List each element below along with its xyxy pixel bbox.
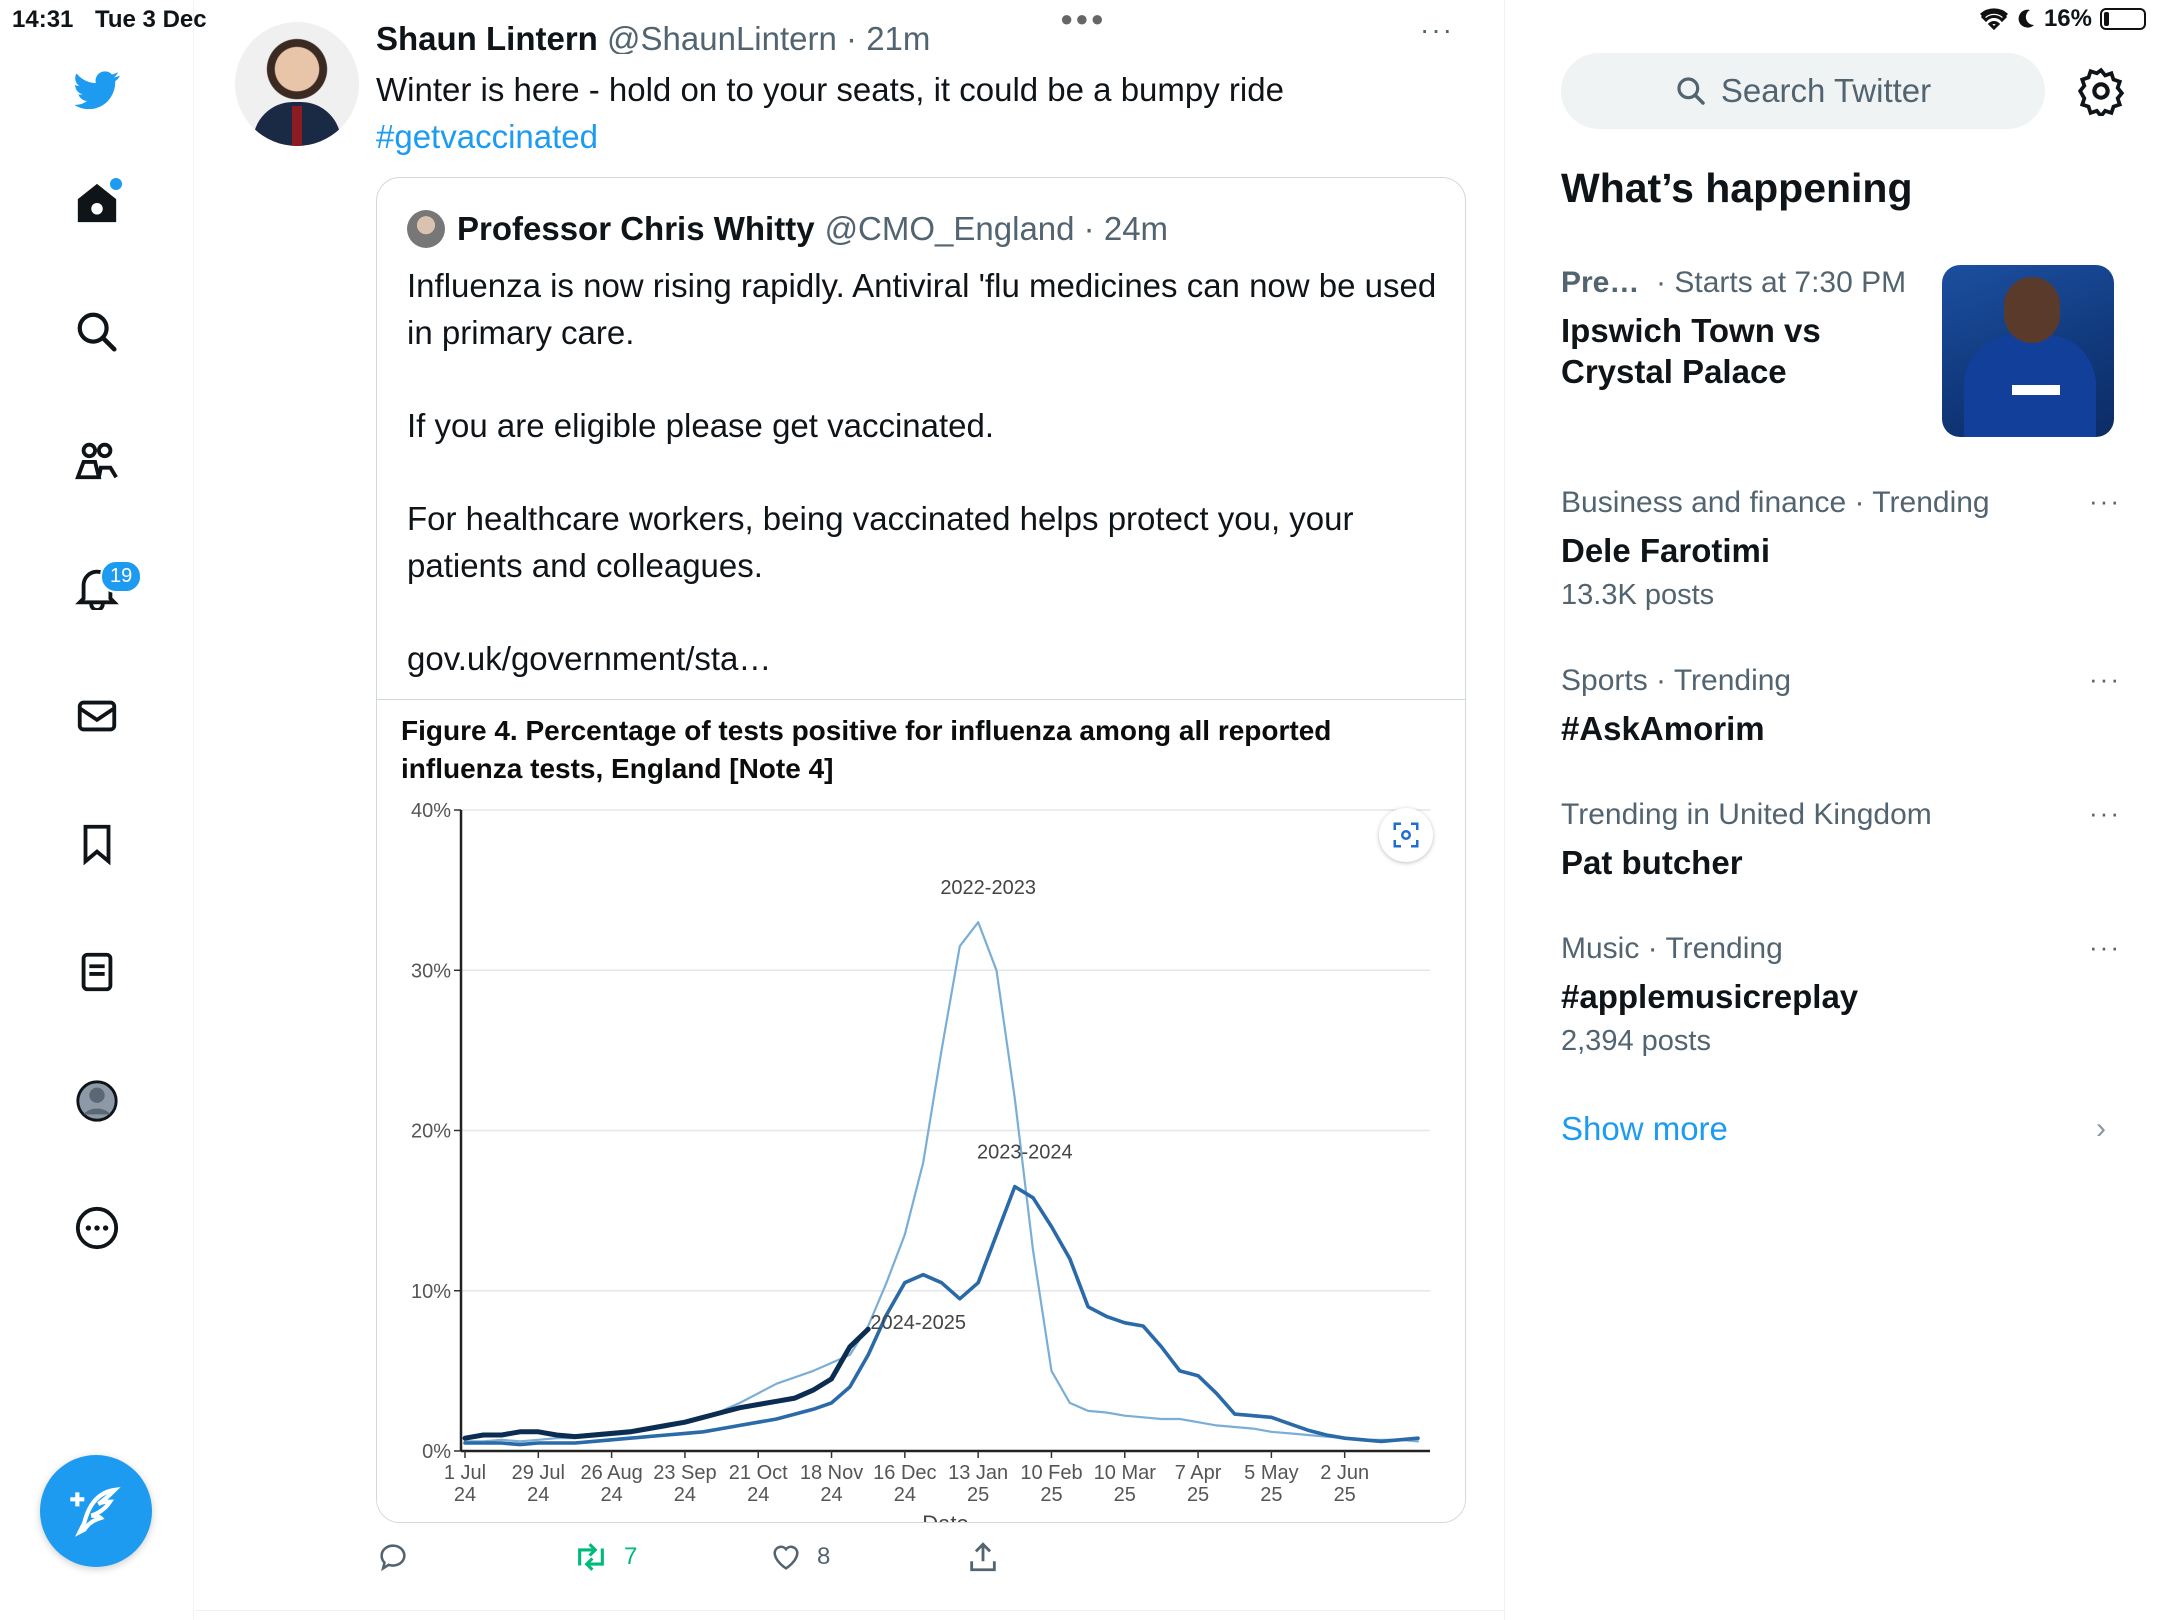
x-tick-label: 26 Aug xyxy=(580,1462,643,1484)
x-tick-label: 25 xyxy=(1186,1484,1210,1506)
status-date: Tue 3 Dec xyxy=(95,6,207,33)
x-tick-label: 5 May xyxy=(1244,1462,1299,1484)
left-nav xyxy=(0,0,194,1620)
trend-item[interactable] xyxy=(1561,932,2121,1058)
like-button[interactable] xyxy=(769,1540,830,1574)
event-name: Ipswich Town vs Crystal Palace xyxy=(1561,312,1821,390)
x-axis-label: Date xyxy=(922,1511,969,1530)
influenza-line-chart xyxy=(377,790,1466,1530)
tweet-actions xyxy=(376,1540,1466,1580)
trend-category: Music · Trending xyxy=(1561,932,1783,965)
feather-plus-icon xyxy=(68,1483,124,1539)
quoted-tweet-card[interactable] xyxy=(376,177,1466,1530)
trend-name: #applemusicreplay xyxy=(1561,978,1859,1015)
quoted-paragraph: For healthcare workers, being vaccinated helps protect you, your patients and colleagues. xyxy=(407,500,1354,584)
retweet-button[interactable] xyxy=(572,1540,637,1574)
quoted-author-avatar xyxy=(407,210,445,248)
notifications-count-badge: 19 xyxy=(100,560,142,593)
trend-category: Trending in United Kingdom xyxy=(1561,798,1932,831)
x-tick-label: 24 xyxy=(893,1484,916,1506)
trend-name: Pat butcher xyxy=(1561,844,1743,881)
x-tick-label: 21 Oct xyxy=(728,1462,788,1484)
x-tick-label: 24 xyxy=(527,1484,550,1506)
quoted-paragraph: If you are eligible please get vaccinated. xyxy=(407,407,995,444)
chart-title: Figure 4. Percentage of tests positive for influenza among all reported influenza tests, England [Note 4] xyxy=(401,715,1332,784)
trend-more-icon[interactable]: ··· xyxy=(2089,664,2121,694)
quoted-tweet-time: 24m xyxy=(1103,210,1169,247)
y-tick-label: 0% xyxy=(422,1441,451,1463)
visual-lookup-icon[interactable] xyxy=(1379,808,1433,862)
x-tick-label: 24 xyxy=(673,1484,697,1506)
x-tick-label: 13 Jan xyxy=(948,1462,1009,1484)
search-input[interactable] xyxy=(1561,53,2045,129)
search-icon xyxy=(1675,75,1707,107)
x-tick-label: 10 Mar xyxy=(1093,1462,1156,1484)
series-label: 2024-2025 xyxy=(870,1312,967,1335)
multitasking-dots-icon[interactable]: ●●● xyxy=(1060,6,1106,31)
x-tick-label: 16 Dec xyxy=(873,1462,937,1484)
x-tick-label: 23 Sep xyxy=(653,1462,717,1484)
trend-item[interactable] xyxy=(1561,798,2121,883)
x-tick-label: 1 Jul xyxy=(443,1462,487,1484)
event-player-image[interactable] xyxy=(1942,265,2114,437)
tweet-text-body: Winter is here - hold on to your seats, it could be a bumpy ride xyxy=(376,71,1284,108)
series-line-2022-2023 xyxy=(465,922,1418,1441)
whats-happening-title: What’s happening xyxy=(1561,165,1913,211)
quoted-author-handle: @CMO_England xyxy=(824,210,1075,247)
x-tick-label: 25 xyxy=(1333,1484,1356,1506)
x-tick-label: 25 xyxy=(1260,1484,1283,1506)
chevron-right-icon[interactable]: › xyxy=(2096,1112,2106,1145)
share-icon xyxy=(966,1540,1000,1574)
x-tick-label: 24 xyxy=(453,1484,477,1506)
tweet-more-icon[interactable]: ··· xyxy=(1420,14,1454,45)
y-tick-label: 10% xyxy=(410,1280,451,1303)
x-tick-label: 7 Apr xyxy=(1174,1462,1222,1484)
trend-item[interactable] xyxy=(1561,486,2121,612)
search-placeholder: Search Twitter xyxy=(1720,72,1932,109)
trend-category: Sports · Trending xyxy=(1561,664,1792,697)
messages-envelope-icon[interactable] xyxy=(62,681,132,751)
notifications-bell-icon[interactable] xyxy=(62,552,132,622)
twitter-logo-icon[interactable] xyxy=(62,55,132,125)
bookmarks-icon[interactable] xyxy=(62,809,132,879)
profile-avatar-icon[interactable] xyxy=(62,1066,132,1136)
x-tick-label: 10 Feb xyxy=(1020,1462,1083,1484)
x-tick-label: 24 xyxy=(747,1484,770,1506)
tweet-header: Shaun Lintern @ShaunLintern · 21m xyxy=(376,20,930,54)
x-tick-label: 24 xyxy=(600,1484,623,1506)
retweet-count: 7 xyxy=(624,1543,638,1570)
trend-count: 2,394 posts xyxy=(1561,1025,1711,1057)
timeline-column xyxy=(195,0,1505,1620)
x-tick-label: 25 xyxy=(1113,1484,1136,1506)
trend-name: #AskAmorim xyxy=(1561,710,1765,747)
trend-more-icon[interactable]: ··· xyxy=(2089,486,2121,516)
battery-percent: 16% xyxy=(2043,5,2092,32)
event-time: · Starts at 7:30 PM xyxy=(1656,266,1907,299)
reply-button[interactable] xyxy=(376,1540,410,1574)
show-more-link[interactable]: Show more xyxy=(1561,1110,1728,1147)
tweet-author-avatar[interactable] xyxy=(235,22,359,146)
series-label: 2023-2024 xyxy=(976,1141,1073,1164)
tweet-hashtag-link[interactable]: #getvaccinated xyxy=(376,118,598,155)
retweet-icon xyxy=(572,1540,610,1574)
series-label: 2022-2023 xyxy=(940,877,1036,900)
home-unread-dot xyxy=(110,178,122,190)
trend-item[interactable] xyxy=(1561,664,2121,749)
x-tick-label: 29 Jul xyxy=(511,1462,565,1484)
more-options-icon[interactable] xyxy=(62,1193,132,1263)
trend-category: Business and finance · Trending xyxy=(1561,486,1990,519)
quoted-chart-image[interactable] xyxy=(377,700,1466,1530)
y-tick-label: 20% xyxy=(410,1120,451,1143)
quoted-author-name: Professor Chris Whitty xyxy=(457,210,815,247)
series-line-2024-2025 xyxy=(465,1329,868,1438)
like-count: 8 xyxy=(817,1543,831,1570)
tweet-time[interactable]: 21m xyxy=(866,20,931,54)
quoted-tweet-header: Professor Chris Whitty @CMO_England · 24m xyxy=(407,210,1168,248)
status-time: 14:31 xyxy=(12,6,74,33)
trend-count: 13.3K posts xyxy=(1561,579,1715,611)
quoted-paragraph: Influenza is now rising rapidly. Antiviral 'flu medicines can now be used in primary care. xyxy=(407,267,1437,351)
trend-more-icon[interactable]: ··· xyxy=(2089,798,2121,828)
y-tick-label: 30% xyxy=(410,960,451,983)
trend-event-item[interactable] xyxy=(1561,266,1941,392)
right-sidebar xyxy=(1506,0,2160,1620)
x-tick-label: 25 xyxy=(967,1484,990,1506)
trend-more-icon[interactable]: ··· xyxy=(2089,932,2121,962)
heart-icon xyxy=(769,1540,803,1574)
explore-search-icon[interactable] xyxy=(62,297,132,367)
quoted-tweet-text xyxy=(407,262,1437,682)
y-tick-label: 40% xyxy=(410,800,451,822)
event-category: Pre… xyxy=(1561,266,1640,299)
share-button[interactable] xyxy=(966,1540,1000,1574)
x-tick-label: 2 Jun xyxy=(1320,1462,1370,1484)
tweet-text xyxy=(376,66,1436,160)
home-icon[interactable] xyxy=(62,168,132,238)
settings-gear-icon[interactable] xyxy=(2076,66,2126,116)
reply-icon xyxy=(376,1540,410,1574)
quoted-link[interactable]: gov.uk/government/sta… xyxy=(407,640,772,677)
trend-name: Dele Farotimi xyxy=(1561,532,1771,569)
lists-icon[interactable] xyxy=(62,937,132,1007)
communities-icon[interactable] xyxy=(62,425,132,495)
tweet-divider xyxy=(195,1610,1504,1611)
x-tick-label: 18 Nov xyxy=(799,1462,864,1484)
tweet-author-handle[interactable]: @ShaunLintern xyxy=(607,20,837,54)
compose-tweet-button[interactable] xyxy=(40,1455,152,1567)
x-tick-label: 24 xyxy=(820,1484,843,1506)
tweet-author-name[interactable]: Shaun Lintern xyxy=(376,20,598,54)
x-tick-label: 25 xyxy=(1040,1484,1063,1506)
